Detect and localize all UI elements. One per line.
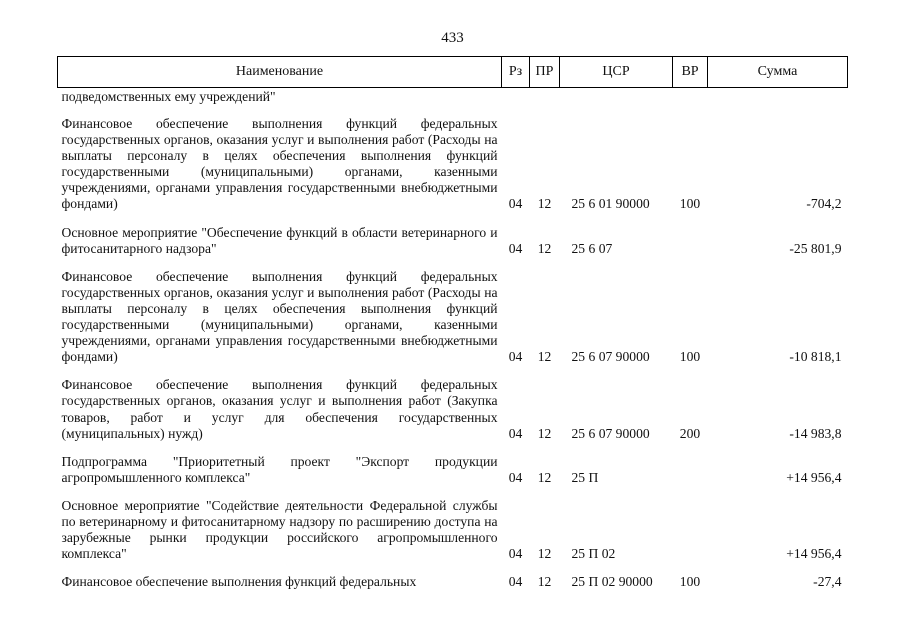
continuation-text: подведомственных ему учреждений" — [61, 89, 276, 104]
row-csr: 25 П 02 90000 — [571, 574, 653, 590]
row-name: Финансовое обеспечение выполнения функций федеральных — [61, 574, 417, 590]
table-header-row — [58, 57, 848, 88]
table-row — [58, 377, 848, 441]
row-vr: 100 — [679, 196, 701, 212]
header-vr: ВР — [673, 57, 708, 88]
header-name: Наименование — [58, 57, 502, 88]
row-rz: 04 — [508, 196, 523, 212]
row-vr — [673, 225, 708, 257]
row-sum: -10 818,1 — [789, 349, 842, 365]
budget-table — [57, 56, 848, 590]
row-rz: 04 — [508, 349, 523, 365]
header-rz: Рз — [502, 57, 530, 88]
row-name: Основное мероприятие "Обеспечение функций в области ветеринарного и фитосанитарного надзора" — [61, 224, 498, 256]
row-csr: 25 6 07 90000 — [571, 349, 650, 365]
table-row-continuation — [58, 88, 848, 105]
row-vr: 100 — [679, 349, 701, 365]
row-name: Основное мероприятие "Содействие деятельности Федеральной службы по ветеринарному и фитосанитарному надзору по расширению доступа на зарубежные рынки продукции российского агропромышленного комплекса" — [61, 497, 498, 562]
page-number: 433 — [441, 30, 464, 46]
row-pr: 12 — [537, 349, 552, 365]
row-sum: -704,2 — [806, 196, 842, 212]
row-name: Подпрограмма "Приоритетный проект "Экспорт продукции агропромышленного комплекса" — [61, 453, 498, 485]
row-name: Финансовое обеспечение выполнения функций федеральных государственных органов, оказания услуг и выполнения работ (Расходы на выплаты персоналу в целях обеспечения выполнения функций государственными (муниципальными) органами, казенными учреждениями, органами управления государственными внебюджетными фондами) — [61, 116, 498, 212]
row-pr: 12 — [537, 240, 552, 256]
row-pr: 12 — [537, 196, 552, 212]
table-row — [58, 225, 848, 257]
row-csr: 25 П 02 — [571, 546, 616, 562]
row-vr — [673, 498, 708, 562]
table-row — [58, 116, 848, 213]
row-vr — [673, 454, 708, 486]
header-csr: ЦСР — [560, 57, 673, 88]
row-pr: 12 — [537, 425, 552, 441]
row-name: Финансовое обеспечение выполнения функций федеральных государственных органов, оказания услуг и выполнения работ (Расходы на выплаты персоналу в целях обеспечения выполнения функций государственными (муниципальными) органами, казенными учреждениями, органами управления государственными внебюджетными фондами) — [61, 268, 498, 365]
row-pr: 12 — [537, 546, 552, 562]
row-rz: 04 — [508, 469, 523, 485]
row-name: Финансовое обеспечение выполнения функций федеральных государственных органов, оказания услуг и выполнения работ (Закупка товаров, работ и услуг для обеспечения государственных (муниципальных) нужд) — [61, 377, 498, 441]
row-rz: 04 — [508, 425, 523, 441]
row-sum: -25 801,9 — [789, 240, 842, 256]
row-vr: 100 — [679, 574, 701, 590]
table-row — [58, 269, 848, 366]
row-rz: 04 — [508, 574, 523, 590]
header-pr: ПР — [530, 57, 560, 88]
row-sum: +14 956,4 — [786, 546, 842, 562]
table-row — [58, 574, 848, 590]
row-pr: 12 — [537, 574, 552, 590]
row-csr: 25 П — [571, 469, 599, 485]
row-pr: 12 — [537, 469, 552, 485]
row-csr: 25 6 07 90000 — [571, 425, 650, 441]
row-sum: +14 956,4 — [786, 469, 842, 485]
row-rz: 04 — [508, 546, 523, 562]
table-row — [58, 498, 848, 562]
table-row — [58, 454, 848, 486]
row-sum: -14 983,8 — [789, 425, 842, 441]
row-vr: 200 — [679, 425, 701, 441]
row-csr: 25 6 07 — [571, 240, 613, 256]
row-csr: 25 6 01 90000 — [571, 196, 650, 212]
header-sum: Сумма — [708, 57, 848, 88]
row-sum: -27,4 — [813, 574, 842, 590]
row-rz: 04 — [508, 240, 523, 256]
